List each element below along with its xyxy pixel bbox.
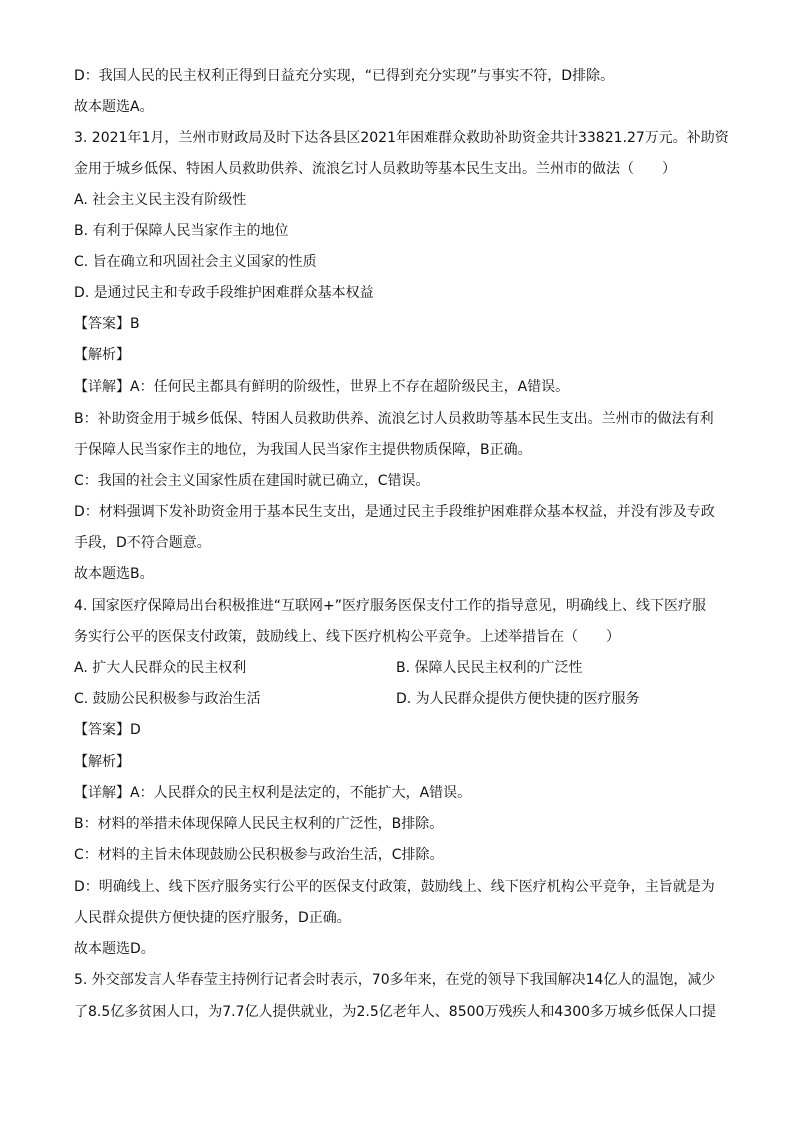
question-3-line: 3. 2021年1月，兰州市财政局及时下达各县区2021年困难群众救助补助资金共计33821.27万元。补助资	[74, 130, 729, 146]
option-c: C. 旨在确立和巩固社会主义国家的性质	[74, 254, 317, 270]
question-4-line: 4. 国家医疗保障局出台积极推进“互联网+”医疗服务医保支付工作的指导意见，明确线上、线下医疗服	[74, 598, 707, 614]
explanation-line: 【详解】A：人民群众的民主权利是法定的，不能扩大，A错误。	[74, 785, 472, 801]
conclusion-line: 故本题选D。	[74, 941, 155, 957]
answer-label: 【答案】B	[74, 316, 140, 332]
conclusion-line: 故本题选B。	[74, 566, 154, 582]
analysis-label: 【解析】	[74, 754, 130, 770]
explanation-line: D：材料强调下发补助资金用于基本民生支出，是通过民主手段维护困难群众基本权益，并没有涉及专政	[74, 504, 715, 520]
option-a: A. 社会主义民主没有阶级性	[74, 192, 247, 208]
question-5-line: 5. 外交部发言人华春莹主持例行记者会时表示，70多年来，在党的领导下我国解决14亿人的温饱，减少	[74, 972, 716, 988]
text-line: 故本题选A。	[74, 99, 154, 115]
question-3-line: 金用于城乡低保、特困人员救助供养、流浪乞讨人员救助等基本民生支出。兰州市的做法（ ）	[74, 161, 676, 177]
option-d: D. 是通过民主和专政手段维护困难群众基本权益	[74, 285, 374, 301]
explanation-line: B：材料的举措未体现保障人民民主权利的广泛性，B排除。	[74, 816, 444, 832]
explanation-line: B：补助资金用于城乡低保、特困人员救助供养、流浪乞讨人员救助等基本民生支出。兰州市的做法有利	[74, 411, 714, 427]
analysis-label: 【解析】	[74, 347, 130, 363]
explanation-line: 手段，D不符合题意。	[74, 535, 211, 551]
explanation-line: C：材料的主旨未体现鼓励公民积极参与政治生活，C排除。	[74, 847, 444, 863]
explanation-line: C：我国的社会主义国家性质在建国时就已确立，C错误。	[74, 473, 430, 489]
answer-label: 【答案】D	[74, 722, 141, 738]
option-b: B. 保障人民民主权利的广泛性	[396, 660, 583, 676]
question-4-line: 务实行公平的医保支付政策，鼓励线上、线下医疗机构公平竞争。上述举措旨在（ ）	[74, 629, 620, 645]
explanation-line: 于保障人民当家作主的地位，为我国人民当家作主提供物质保障，B正确。	[74, 442, 532, 458]
option-c: C. 鼓励公民积极参与政治生活	[74, 691, 261, 707]
option-a: A. 扩大人民群众的民主权利	[74, 660, 247, 676]
option-d: D. 为人民群众提供方便快捷的医疗服务	[396, 691, 640, 707]
explanation-line: 【详解】A：任何民主都具有鲜明的阶级性，世界上不存在超阶级民主，A错误。	[74, 379, 570, 395]
option-b: B. 有利于保障人民当家作主的地位	[74, 223, 289, 239]
text-line: D：我国人民的民主权利正得到日益充分实现，“已得到充分实现”与事实不符，D排除。	[74, 68, 615, 84]
question-5-line: 了8.5亿多贫困人口，为7.7亿人提供就业，为2.5亿老年人、8500万残疾人和4300多万城乡低保人口提	[74, 1004, 717, 1020]
explanation-line: 人民群众提供方便快捷的医疗服务，D正确。	[74, 910, 351, 926]
explanation-line: D：明确线上、线下医疗服务实行公平的医保支付政策，鼓励线上、线下医疗机构公平竞争，主旨就是为	[74, 879, 715, 895]
